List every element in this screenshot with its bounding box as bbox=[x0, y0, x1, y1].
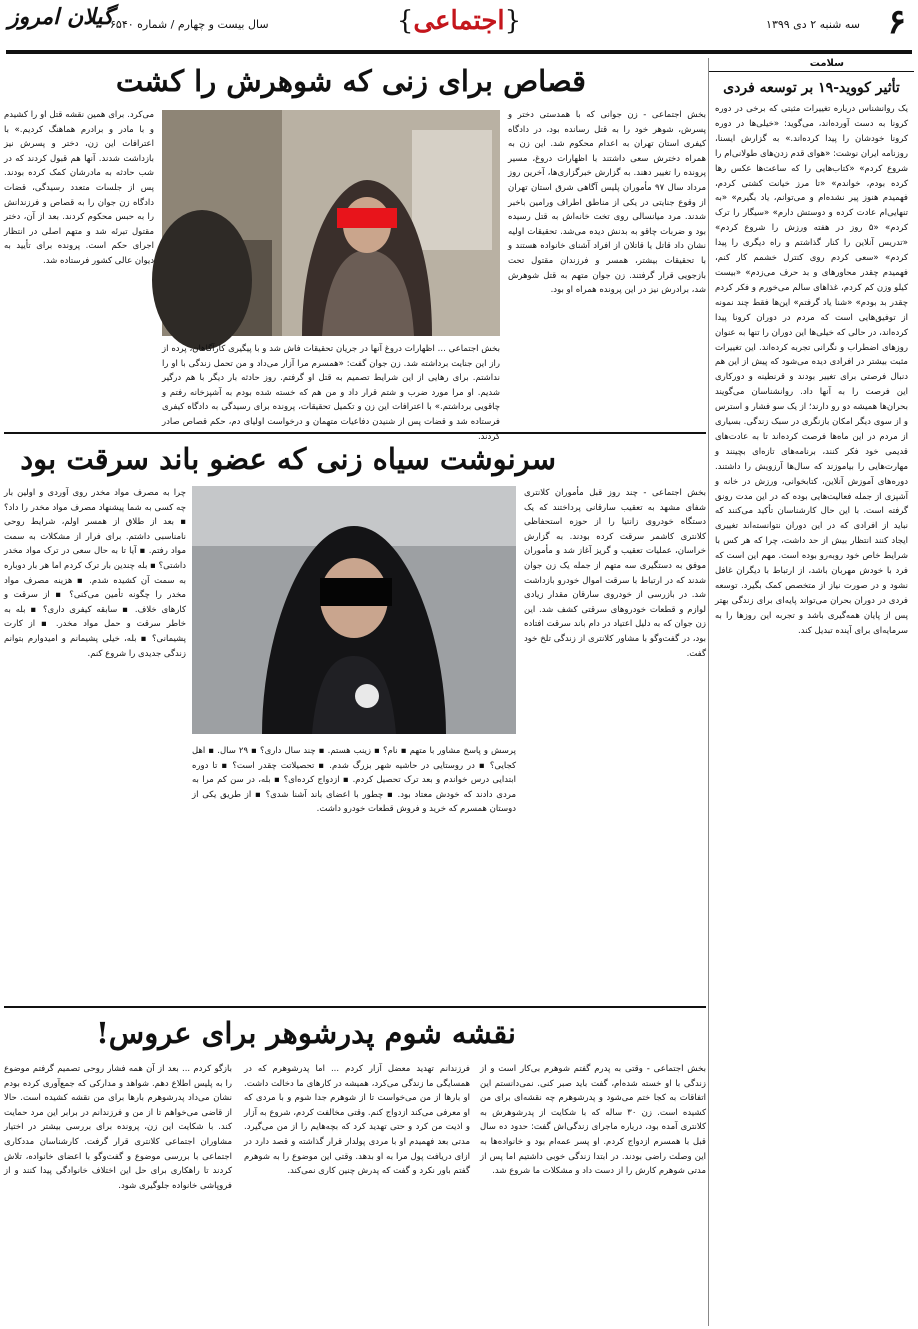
story1-headline: قصاص برای زنی که شوهرش را کشت bbox=[115, 64, 586, 98]
story2-headline: سرنوشت سیاه زنی که عضو باند سرقت بود bbox=[20, 442, 556, 476]
sidebar-section-label: سلامت bbox=[709, 58, 914, 72]
story1-column-2: بخش اجتماعی ... اظهارات دروغ آنها در جریان تحقیقات فاش شد و با پیگیری کارآگاهان، پرده از راز این جنایت برداشته شد. زن جوان گفت: «همسرم مرا آزار می‌داد و من تحمل زندگی با او را نداشتم. برای رهایی از این شرایط تصمیم به قتل او گرفتم. روز حادثه بار دیگر با هم درگیر شدیم. او مرا مورد ضرب و شتم قرار داد و من هم که خسته شده بودم به آشپزخانه رفتم و چاقویی برداشتم.» با اعترافات این زن و تکمیل تحقیقات، پرونده برای رسیدگی به دادگاه کیفری فرستاده شد و قضات پس از شنیدن دفاعیات متهمان و درخواست اولیای دم، حکم قصاص صادر کردند. bbox=[162, 344, 500, 442]
sidebar-health bbox=[708, 58, 914, 1326]
masthead-rule bbox=[6, 50, 912, 54]
story-father-in-law bbox=[4, 1006, 706, 1326]
story3-headline: نقشه شوم پدرشوهر برای عروس! bbox=[96, 1016, 516, 1050]
story2-photo bbox=[192, 486, 516, 734]
sidebar-headline: تأثیر کووید-۱۹ بر توسعه فردی bbox=[723, 80, 900, 96]
face-censor-bar bbox=[320, 578, 392, 606]
story3-column-2: فرزندانم تهدید معضل آزار کردم ... اما پدرشوهرم که در همسایگی ما زندگی می‌کرد، همیشه در کارهای ما دخالت داشت. او بارها از من می‌خواست تا از شوهرم جدا شوم و با مردی که او معرفی می‌کند ازدواج کنم. وقتی مخالفت کردم، شروع به آزار و اذیت من کرد و حتی تهدید کرد که بچه‌هایم را از من می‌گیرد. مدتی بعد فهمیدم او با مردی پولدار قرار گذاشته و قصد دارد در ازای دریافت پول مرا به او بدهد. وقتی این موضوع را به شوهرم گفتم باور نکرد و گفت که پدرش چنین کاری نمی‌کند. bbox=[244, 1064, 470, 1177]
issue-date: سه شنبه ۲ دی ۱۳۹۹ bbox=[766, 18, 860, 31]
story1-column-1: بخش اجتماعی - زن جوانی که با همدستی دختر و پسرش، شوهر خود را به قتل رسانده بود، در دادگاه کیفری استان تهران به اعدام محکوم شد. این زن به همراه دخترش سعی داشتند با اظهارات دروغ، مسیر پرونده را تغییر دهند. به گزارش خبرگزاری‌ها، آخرین روز مرداد سال ۹۷ مأموران پلیس آگاهی شرق استان تهران از وقوع جنایتی در یکی از مناطق اطراف ورامین باخبر شدند. مرد میانسالی روی تخت خانه‌اش به قتل رسیده بود و ضربات چاقو به بدنش دیده می‌شد. تحقیقات اولیه نشان داد قاتل یا قاتلان از افراد آشنای خانواده هستند و با تحقیقات بیشتر، همسر و فرزندان مقتول تحت بازجویی قرار گرفتند. زن جوان متهم به قتل شوهرش شد، برادرش نیز در این پرونده همراه او بود. bbox=[508, 110, 706, 296]
story2-column-3: چرا به مصرف مواد مخدر روی آوردی و اولین بار چه کسی به شما پیشنهاد مصرف مواد مخدر را داد؟ ▪ بعد از طلاق از همسر اولم، شرایط روحی نامناسبی داشتم. برای فرار از مشکلات به سمت مواد رفتم. ▪ آیا تا به حال سعی در ترک مواد مخدر داشتی؟ ▪ بله چندین بار ترک کردم اما هر بار دوباره به سمت آن کشیده شدم. ▪ هزینه مصرف مواد مخدر را چگونه تأمین می‌کنی؟ ▪ از سرقت و کارهای خلاف. ▪ سابقه کیفری داری؟ ▪ بله به خاطر سرقت و حمل مواد مخدر. ▪ از کارت پشیمانی؟ ▪ بله، خیلی پشیمانم و امیدوارم بتوانم زندگی جدیدی را شروع کنم. bbox=[4, 488, 186, 659]
page-number: ۶ bbox=[887, 2, 906, 42]
story3-column-3: بازگو کردم ... بعد از آن همه فشار روحی تصمیم گرفتم موضوع را به پلیس اطلاع دهم. شواهد و مدارکی که جمع‌آوری کرده بودم نشان می‌داد پدرشوهرم بارها برای من نقشه کشیده است. حالا از قاضی می‌خواهم تا از من و فرزندانم در برابر این مرد حمایت کند. با شکایت این زن، پرونده برای بررسی بیشتر در اختیار مشاوران اجتماعی کلانتری قرار گرفت. کارشناسان مددکاری اجتماعی با بررسی موضوع و گفت‌وگو با اعضای خانواده، تلاش کردند تا راهکاری برای حل این اختلاف خانوادگی پیدا کنند و از فروپاشی خانواده جلوگیری شود. bbox=[4, 1064, 232, 1191]
brace-left-icon: { bbox=[504, 6, 522, 36]
courtroom-photo-illustration bbox=[162, 110, 500, 336]
story2-column-1: بخش اجتماعی - چند روز قبل مأموران کلانتری شفای مشهد به تعقیب سارقانی پرداختند که یک دستگاه خودروی زانتیا را از حوزه استحفاظی کلانتری کاشمر سرقت کرده بودند. به گزارش خراسان، عملیات تعقیب و گریز آغاز شد و مأموران موفق به دستگیری سه متهم از جمله یک زن جوان شدند که در ارتباط با سرقت اموال خودرو بازداشت شد. در بازرسی از خودروی سارقان مقدار زیادی لوازم و قطعات خودروهای سرقتی کشف شد. این زن جوان که به دلیل اعتیاد در دام باند سرقت افتاده بود، در گفت‌وگو با مشاور کلانتری از زندگی تلخ خود گفت. bbox=[524, 488, 706, 659]
masthead bbox=[0, 0, 918, 50]
story1-column-3: می‌کرد. برای همین نقشه قتل او را کشیدم و با مادر و برادرم هماهنگ کردیم.» با اعترافات این زن، دختر و پسرش نیز بازداشت شدند. آنها هم قبول کردند که در شب حادثه به مادرشان کمک کرده بودند. پس از جلسات متعدد رسیدگی، قضات دادگاه زن جوان را به قصاص و فرزندانش را به حبس محکوم کردند. بعد از آن، دختر مقتول تبرئه شد و متهم اصلی در انتظار اجرای حکم است. پرونده برای تأیید به دیوان عالی کشور فرستاده شد. bbox=[4, 110, 154, 266]
newspaper-logo: گیلان امروز bbox=[8, 4, 114, 30]
story-qisas bbox=[4, 58, 706, 442]
face-censor-bar bbox=[337, 208, 397, 228]
section-label: اجتماعی bbox=[413, 6, 505, 36]
detainee-photo-illustration bbox=[192, 486, 516, 734]
story-theft-gang bbox=[4, 432, 706, 1006]
brace-right-icon: } bbox=[396, 6, 414, 36]
section-title bbox=[397, 6, 521, 36]
story2-column-2: پرسش و پاسخ مشاور با متهم ▪ نام؟ ▪ زینب هستم. ▪ چند سال داری؟ ▪ ۲۹ سال. ▪ اهل کجایی؟ ▪ در روستایی در حاشیه شهر بزرگ شدم. ▪ تحصیلاتت چقدر است؟ ▪ تا دوره ابتدایی درس خواندم و بعد ترک تحصیل کردم. ▪ ازدواج کرده‌ای؟ ▪ بله، در سن کم مرا به مردی دادند که خودش معتاد بود. ▪ چطور با اعضای باند آشنا شدی؟ ▪ از طریق یکی از دوستان همسرم که خرید و فروش قطعات خودرو داشت. bbox=[192, 746, 516, 815]
main-content bbox=[4, 58, 706, 1326]
story1-photo bbox=[162, 110, 500, 336]
story3-column-1: بخش اجتماعی - وقتی به پدرم گفتم شوهرم بی‌کار است و از زندگی با او خسته شده‌ام، گفت باید صبر کنی. نمی‌دانستم این اتفاقات به کجا ختم می‌شود و پدرشوهرم چه نقشه‌ای برای من کشیده است. زن ۳۰ ساله که با شکایت از پدرشوهرش به کلانتری آمده بود، درباره ماجرای زندگی‌اش گفت: حدود ده سال قبل با همسرم ازدواج کردم. او پسر عمه‌ام بود و خانواده‌ها به این وصلت راضی بودند. در ابتدا زندگی خوبی داشتیم اما پس از مدتی شوهرم کارش را از دست داد و مشکلات ما شروع شد. bbox=[480, 1064, 706, 1177]
sidebar-article-text: یک روانشناس درباره تغییرات مثبتی که برخی در دوره کرونا به دست آورده‌اند، می‌گوید: «خیلی‌ها در دوره کرونا خودشان را پیدا کرده‌اند.» به گزارش ایسنا، روزنامه ایران نوشت: «هوای قدم زدن‌های طولانی‌ام را شروع کردم» «کتاب‌هایی را که ساعت‌ها عکس رها کرده بودم، خواندم» «تا مرز خیانت کشتی کردم، فهمیدم هنوز پیر نشده‌ام و می‌توانم، یاد بگیرم» «به تنهایی‌ام عادت کرده و دوستش دارم» «سیگار را ترک کردم» «۵ روز در هفته ورزش را شروع کردم» «تدریس آنلاین را کنار گذاشتم و راه دیگری را پیدا کردم» «سعی کردم روی کنترل خشمم کار کنم، فهمیدم چقدر محاورهای و بد حرف می‌زدم» «بیست کیلو وزن کم کردم، غذاهای سالم می‌خورم و فکر کردم چقدر بد بودم» «شنا یاد گرفتم» این‌ها فقط چند نمونه از توفیق‌هایی است که مردم در دوران کرونا پیدا کرده‌اند، در حالی که خیلی‌ها این دوران را تنها به عنوان روزهای اضطراب و نگرانی تجربه کرده‌اند. این تغییرات مثبت بیشتر در افرادی دیده می‌شود که پیش از این هم دنبال فرصتی برای تغییر بودند و قرنطینه و دورکاری این فرصت را به آنها داد. روانشناسان می‌گویند بحران‌ها همیشه دو رو دارند؛ از یک سو فشار و استرس و از سوی دیگر امکان بازنگری در سبک زندگی. بسیاری از مردم در این ماه‌ها فرصت کرده‌اند تا به عادت‌های قدیمی خود فکر کنند، برنامه‌های تازه‌ای بچینند و مهارت‌هایی را بیاموزند که سال‌ها آرزویش را داشتند. دوره‌های آموزش آنلاین، کتابخوانی، ورزش در خانه و آشپزی از جمله فعالیت‌هایی بوده که در این مدت رونق گرفته است. با این حال کارشناسان تأکید می‌کنند که نباید از افرادی که در این دوران نتوانسته‌اند تغییری ایجاد کنند انتظار بیش از حد داشت، چرا که هر کس با شرایط خاص خود روبه‌رو بوده است. مهم این است که فرد با خودش مهربان باشد، از ارتباط با دیگران غافل نشود و در صورت نیاز از متخصص کمک بگیرد. توسعه فردی در دوران بحران می‌تواند پایه‌ای برای زندگی بهتر پس از پایان همه‌گیری باشد و تجربه این روزها را به سرمایه‌ای برای آینده تبدیل کند. bbox=[715, 104, 908, 636]
issue-number: سال بیست و چهارم / شماره ۶۵۴۰ bbox=[110, 18, 269, 31]
